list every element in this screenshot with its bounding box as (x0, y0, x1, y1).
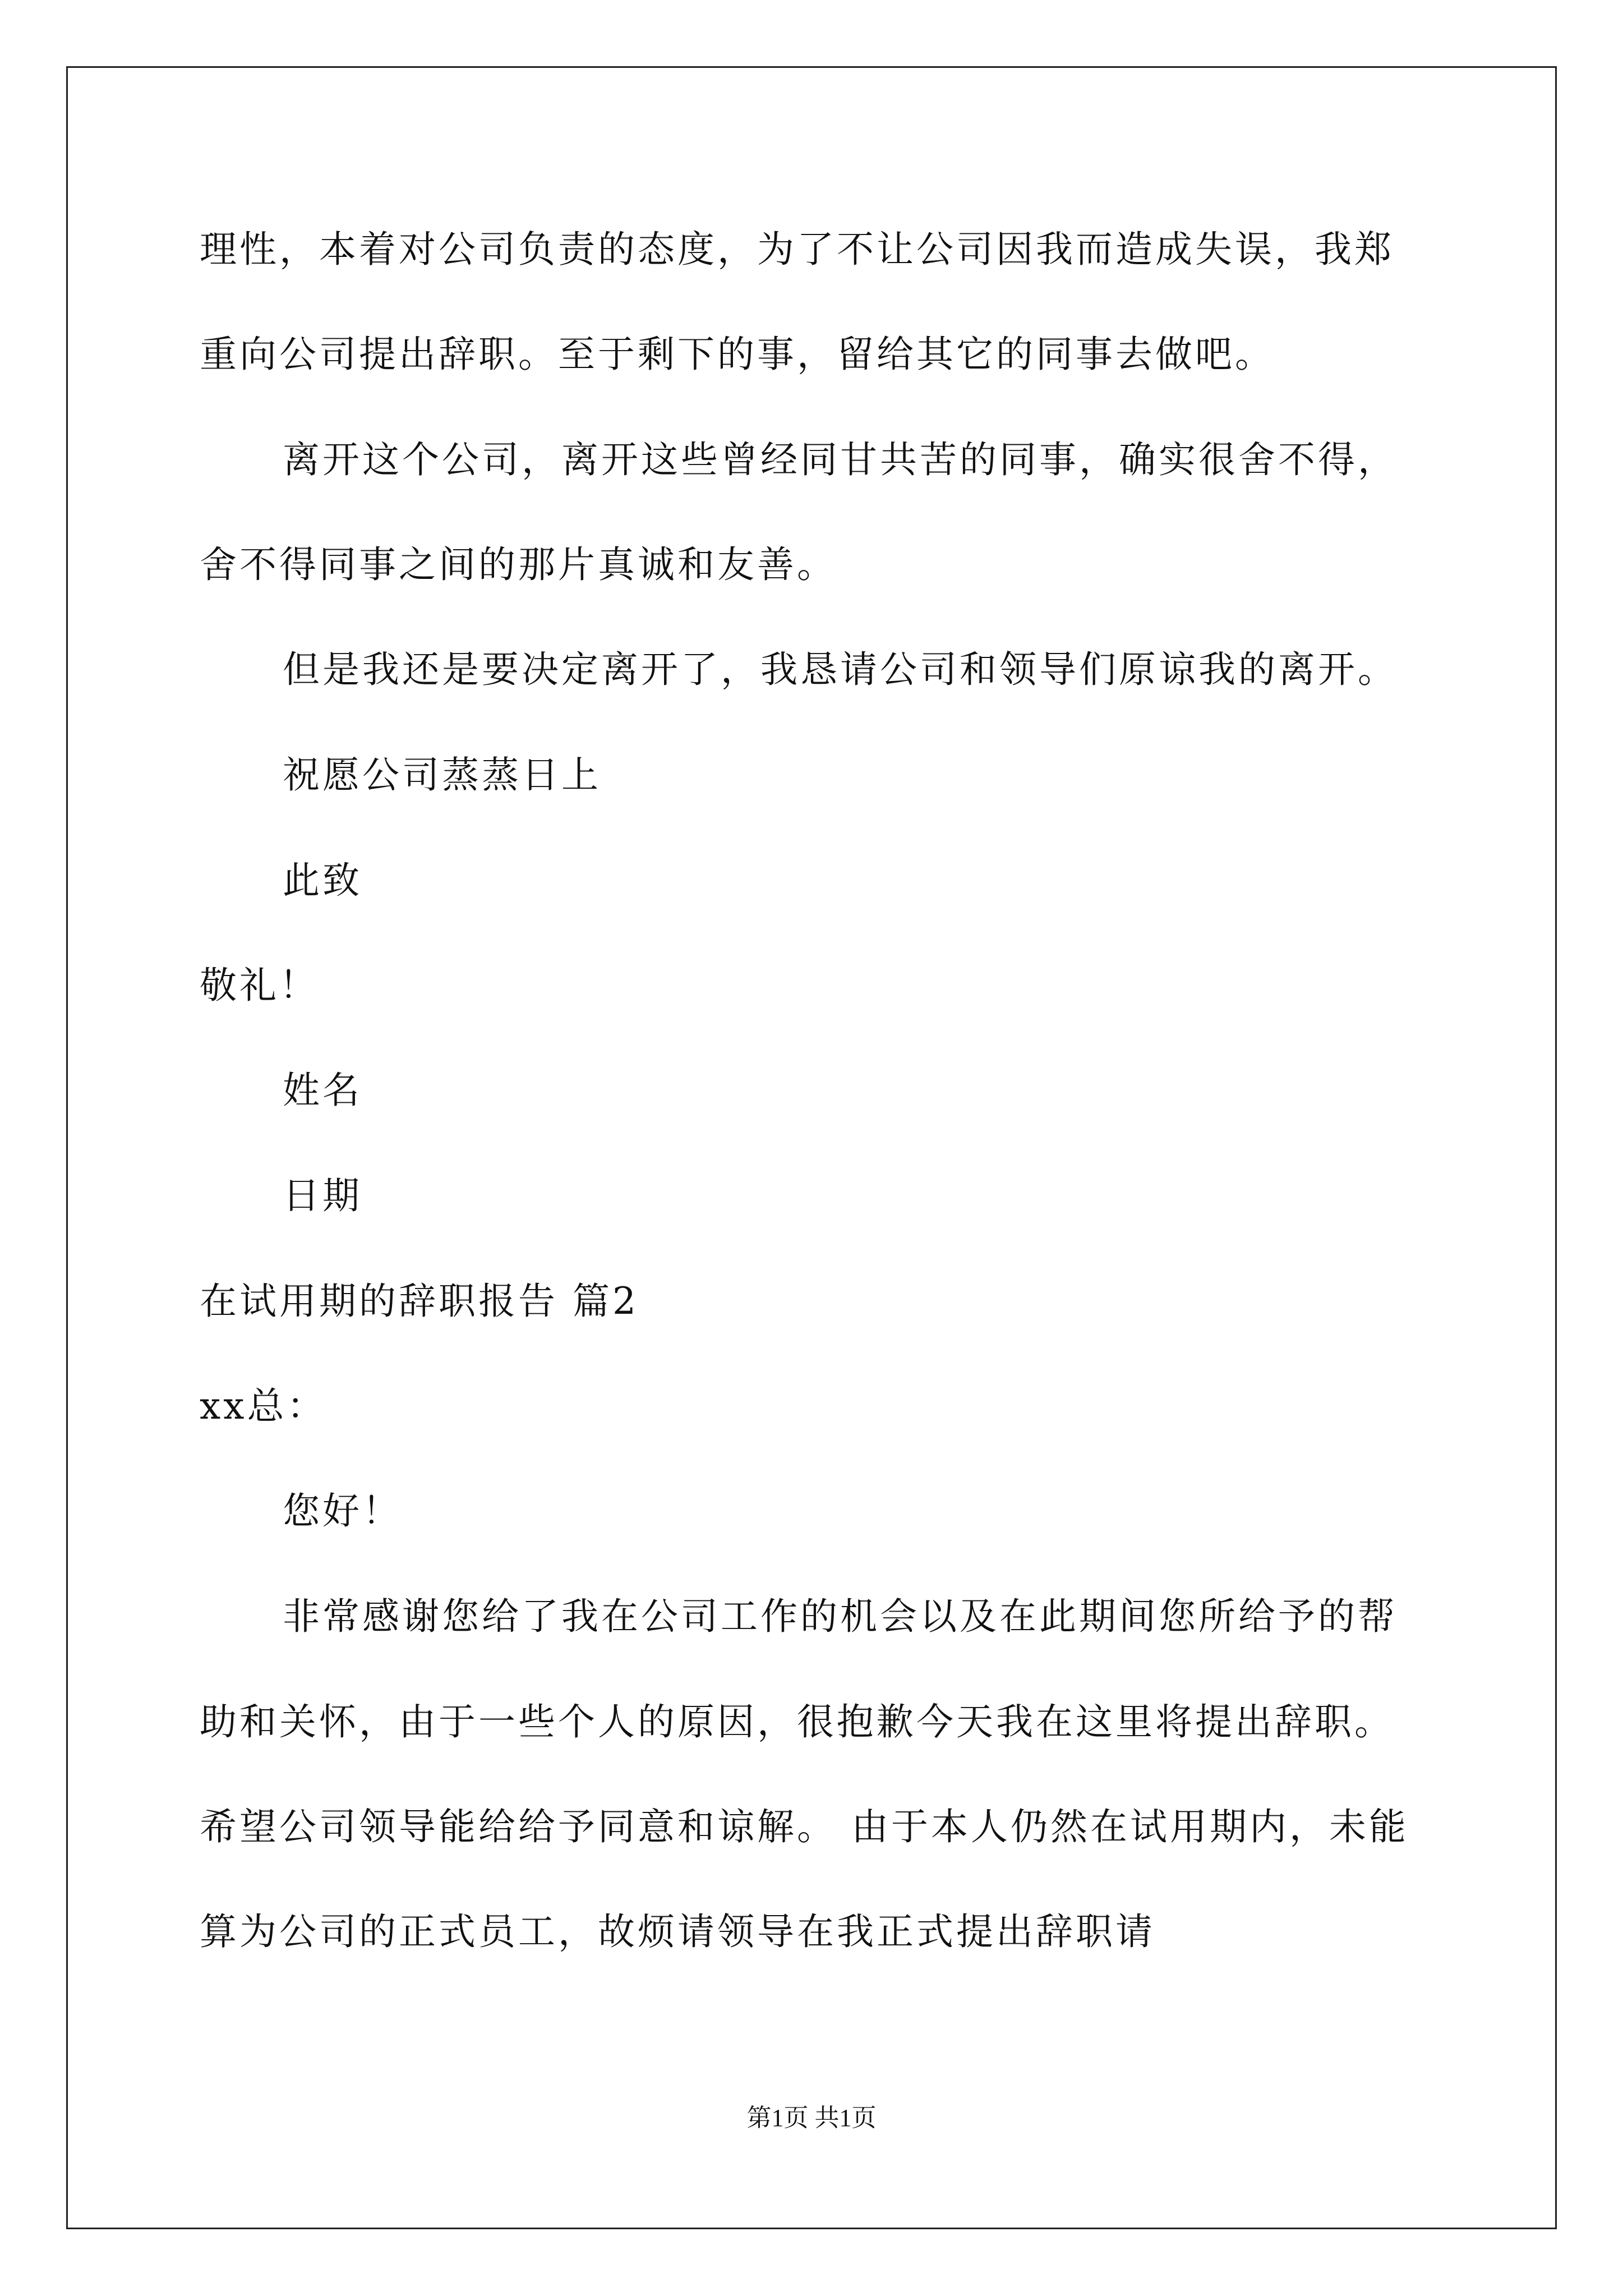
text-line-14: 非常感谢您给了我在公司工作的机会以及在此期间您所给予的帮 (283, 1595, 1398, 1638)
section-heading: 在试用期的辞职报告 篇2 (200, 1280, 639, 1323)
text-line-7: 此致 (283, 859, 362, 902)
text-line-5: 但是我还是要决定离开了，我恳请公司和领导们原谅我的离开。 (283, 648, 1398, 691)
salutation: xx总： (200, 1384, 327, 1428)
text-line-4: 舍不得同事之间的那片真诚和友善。 (200, 543, 837, 586)
page-border (66, 66, 1557, 2229)
text-line-17: 算为公司的正式员工，故烦请领导在我正式提出辞职请 (200, 1910, 1155, 1953)
text-line-3: 离开这个公司，离开这些曾经同甘共苦的同事，确实很舍不得， (283, 438, 1398, 481)
text-line-8: 敬礼！ (200, 964, 319, 1007)
page-number-footer: 第1页 共1页 (746, 2104, 877, 2132)
text-line-10: 日期 (283, 1174, 362, 1217)
text-line-9: 姓名 (283, 1069, 362, 1112)
text-line-2: 重向公司提出辞职。至于剩下的事，留给其它的同事去做吧。 (200, 333, 1275, 376)
text-line-16: 希望公司领导能给给予同意和谅解。 由于本人仍然在试用期内，未能 (200, 1805, 1409, 1848)
text-line-1: 理性，本着对公司负责的态度，为了不让公司因我而造成失误，我郑 (200, 228, 1394, 271)
text-line-15: 助和关怀，由于一些个人的原因，很抱歉今天我在这里将提出辞职。 (200, 1700, 1394, 1743)
greeting: 您好！ (283, 1489, 402, 1533)
text-line-6: 祝愿公司蒸蒸日上 (283, 753, 601, 797)
